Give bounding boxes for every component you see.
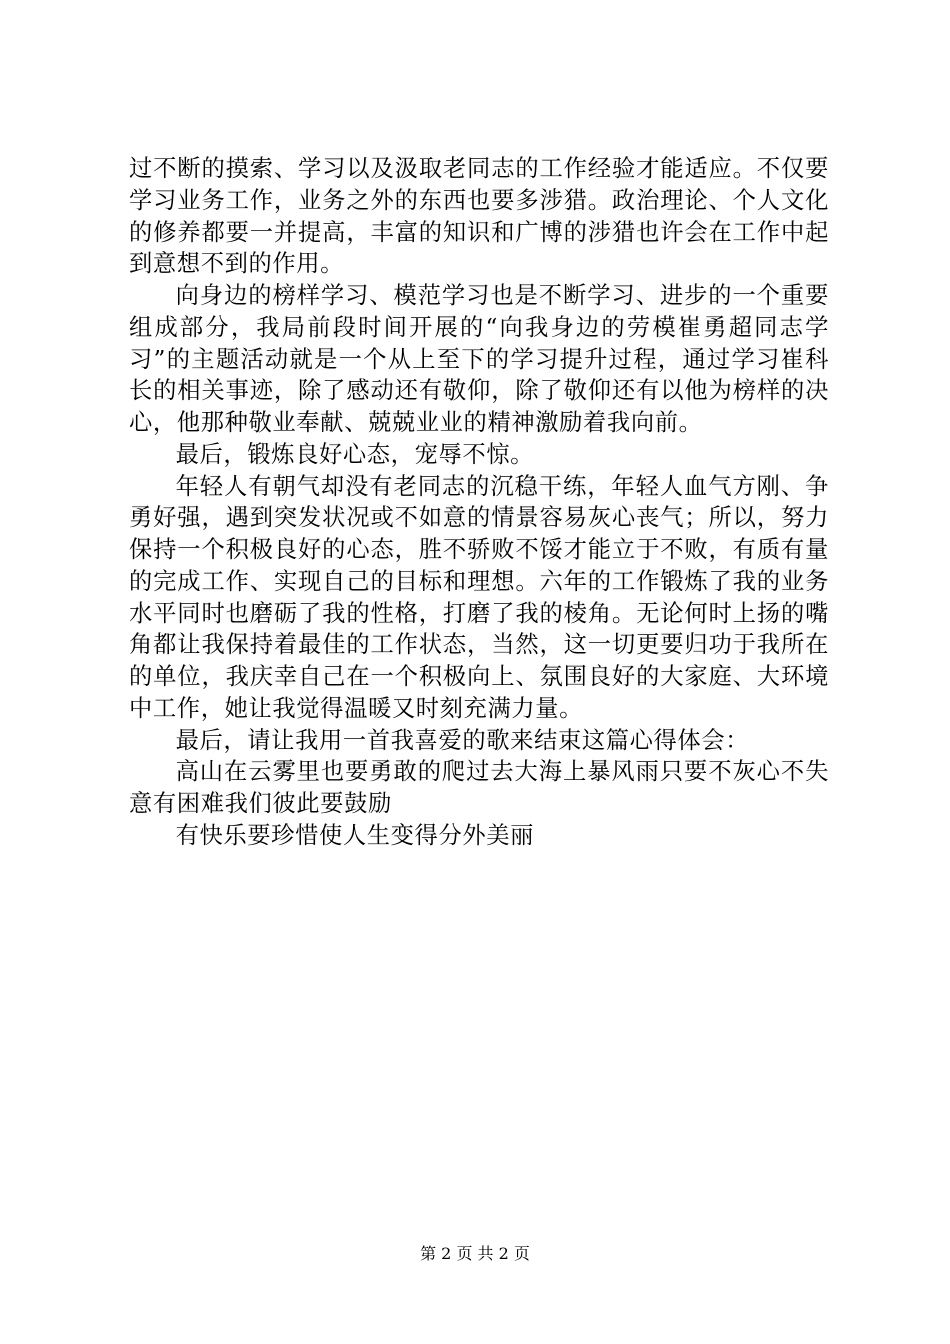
paragraph-learning-experience: 过不断的摸索、学习以及汲取老同志的工作经验才能适应。不仅要学习业务工作，业务之外的东西也要多涉猎。政治理论、个人文化的修养都要一并提高，丰富的知识和广博的涉猎也许会在工作中起到意想不到的作用。 <box>129 155 829 278</box>
page-number-footer: 第 2 页 共 2 页 <box>420 1244 530 1263</box>
paragraph-role-model: 向身边的榜样学习、模范学习也是不断学习、进步的一个重要组成部分，我局前段时间开展的“向我身边的劳模崔勇超同志学习”的主题活动就是一个从上至下的学习提升过程，通过学习崔科长的相关事迹，除了感动还有敬仰，除了敬仰还有以他为榜样的决心，他那种敬业奉献、兢兢业业的精神激励着我向前。 <box>129 282 829 436</box>
paragraph-mindset-body: 年轻人有朝气却没有老同志的沉稳干练，年轻人血气方刚、争勇好强，遇到突发状况或不如意的情景容易灰心丧气；所以，努力保持一个积极良好的心态，胜不骄败不馁才能立于不败，有质有量的完成工作、实现自己的目标和理想。六年的工作锻炼了我的业务水平同时也磨砺了我的性格，打磨了我的棱角。无论何时上扬的嘴角都让我保持着最佳的工作状态，当然，这一切更要归功于我所在的单位，我庆幸自己在一个积极向上、氛围良好的大家庭、大环境中工作，她让我觉得温暖又时刻充满力量。 <box>129 472 829 722</box>
paragraph-song-lyrics-2: 有快乐要珍惜使人生变得分外美丽 <box>175 821 535 849</box>
paragraph-song-lyrics-1: 高山在云雾里也要勇敢的爬过去大海上暴风雨只要不灰心不失意有困难我们彼此要鼓励 <box>129 758 829 817</box>
paragraph-mindset-heading: 最后，锻炼良好心态，宠辱不惊。 <box>175 440 535 468</box>
document-body <box>129 153 829 852</box>
paragraph-song-intro: 最后，请让我用一首我喜爱的歌来结束这篇心得体会： <box>175 726 750 754</box>
